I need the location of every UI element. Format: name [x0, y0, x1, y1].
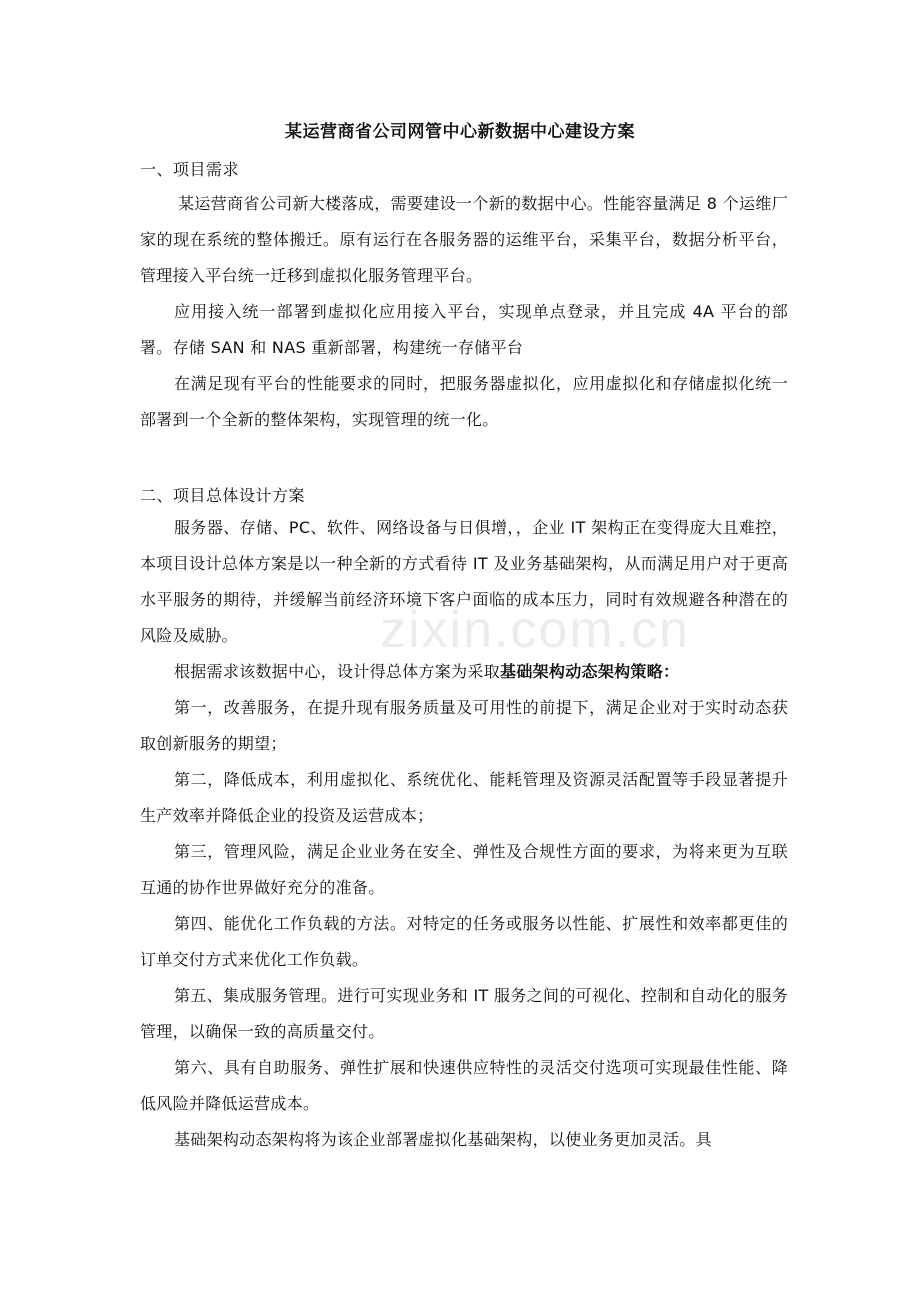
- section-2-heading: 二、项目总体设计方案: [140, 486, 306, 505]
- strategy-intro-text: 根据需求该数据中心，设计得总体方案为采取: [174, 662, 501, 681]
- section-2-paragraph-fifth: 第五、集成服务管理。进行可实现业务和 IT 服务之间的可视化、控制和自动化的服务管理，以确保一致的高质量交付。: [140, 986, 788, 1041]
- section-2-paragraph-last: 基础架构动态架构将为该企业部署虚拟化基础架构，以使业务更加灵活。具: [174, 1130, 712, 1149]
- section-2-paragraph-1: 服务器、存储、PC、软件、网络设备与日俱增，，企业 IT 架构正在变得庞大且难控，本项目设计总体方案是以一种全新的方式看待 IT 及业务基础架构，从而满足用户对于更高水平服务的期待，并缓解当前经济环境下客户面临的成本压力，同时有效规避各种潜在的风险及威胁。: [140, 518, 788, 645]
- section-2-paragraph-first: 第一，改善服务，在提升现有服务质量及可用性的前提下，满足企业对于实时动态获取创新服务的期望；: [140, 698, 788, 753]
- section-2-paragraph-sixth: 第六、具有自助服务、弹性扩展和快速供应特性的灵活交付选项可实现最佳性能、降低风险并降低运营成本。: [140, 1058, 788, 1113]
- strategy-name-bold: 基础架构动态架构策略：: [500, 662, 680, 681]
- section-1-paragraph-2: 应用接入统一部署到虚拟化应用接入平台，实现单点登录，并且完成 4A 平台的部署。存储 SAN 和 NAS 重新部署，构建统一存储平台: [140, 302, 788, 357]
- section-1-paragraph-1: 某运营商省公司新大楼落成，需要建设一个新的数据中心。性能容量满足 8 个运维厂家的现在系统的整体搬迁。原有运行在各服务器的运维平台，采集平台，数据分析平台，管理接入平台统一迁移到虚拟化服务管理平台。: [140, 194, 788, 285]
- document-title: 某运营商省公司网管中心新数据中心建设方案: [285, 122, 635, 142]
- section-1-paragraph-3: 在满足现有平台的性能要求的同时，把服务器虚拟化，应用虚拟化和存储虚拟化统一部署到一个全新的整体架构，实现管理的统一化。: [140, 374, 788, 429]
- section-1-heading: 一、项目需求: [140, 160, 240, 179]
- section-2-paragraph-2: [140, 654, 788, 690]
- section-2-paragraph-second: 第二，降低成本，利用虚拟化、系统优化、能耗管理及资源灵活配置等手段显著提升生产效率并降低企业的投资及运营成本；: [140, 770, 788, 825]
- watermark: zixin.com.cn: [380, 601, 691, 659]
- section-2-paragraph-third: 第三，管理风险，满足企业业务在安全、弹性及合规性方面的要求，为将来更为互联互通的协作世界做好充分的准备。: [140, 842, 788, 897]
- section-2-paragraph-fourth: 第四、能优化工作负载的方法。对特定的任务或服务以性能、扩展性和效率都更佳的订单交付方式来优化工作负载。: [140, 914, 788, 969]
